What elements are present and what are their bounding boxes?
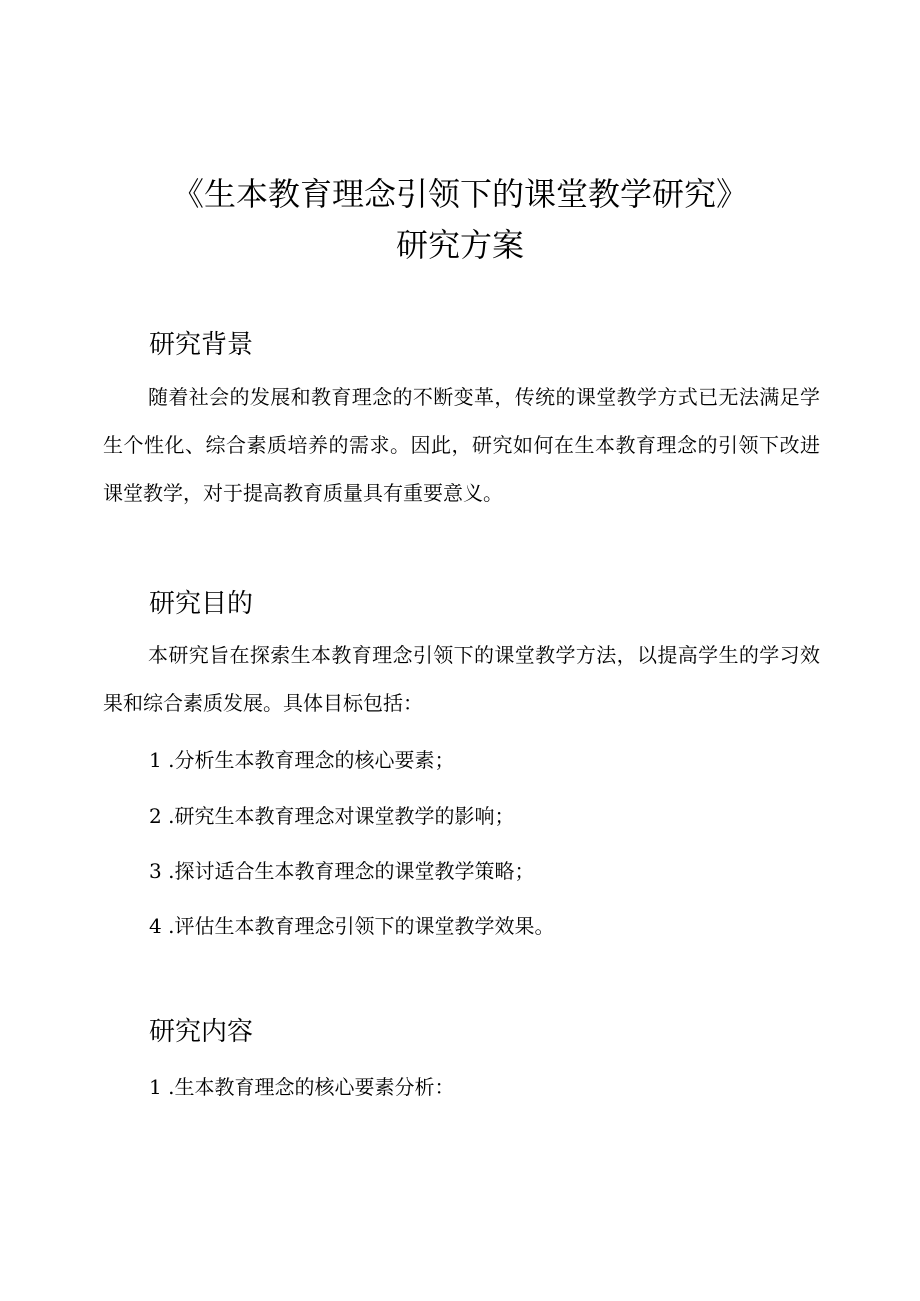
section-heading-purpose: 研究目的 bbox=[149, 589, 254, 619]
content-list-item-1: 1 .生本教育理念的核心要素分析： bbox=[149, 1075, 455, 1099]
section-heading-background: 研究背景 bbox=[149, 330, 254, 360]
purpose-list-item-1: 1 .分析生本教育理念的核心要素； bbox=[149, 748, 455, 772]
section-heading-content: 研究内容 bbox=[149, 1017, 254, 1047]
purpose-list-item-3: 3 .探讨适合生本教育理念的课堂教学策略； bbox=[149, 859, 535, 883]
purpose-paragraph: 本研究旨在探索生本教育理念引领下的课堂教学方法，以提高学生的学习效果和综合素质发展。具体目标包括： bbox=[103, 643, 820, 715]
purpose-list-item-2: 2 .研究生本教育理念对课堂教学的影响； bbox=[149, 804, 515, 828]
background-paragraph: 随着社会的发展和教育理念的不断变革，传统的课堂教学方式已无法满足学生个性化、综合素质培养的需求。因此，研究如何在生本教育理念的引领下改进课堂教学，对于提高教育质量具有重要意义。 bbox=[103, 385, 820, 505]
document-title-line-2: 研究方案 bbox=[395, 226, 524, 264]
purpose-list-item-4: 4 .评估生本教育理念引领下的课堂教学效果。 bbox=[149, 914, 555, 938]
document-title-line-1: 《生本教育理念引领下的课堂教学研究》 bbox=[171, 175, 748, 213]
